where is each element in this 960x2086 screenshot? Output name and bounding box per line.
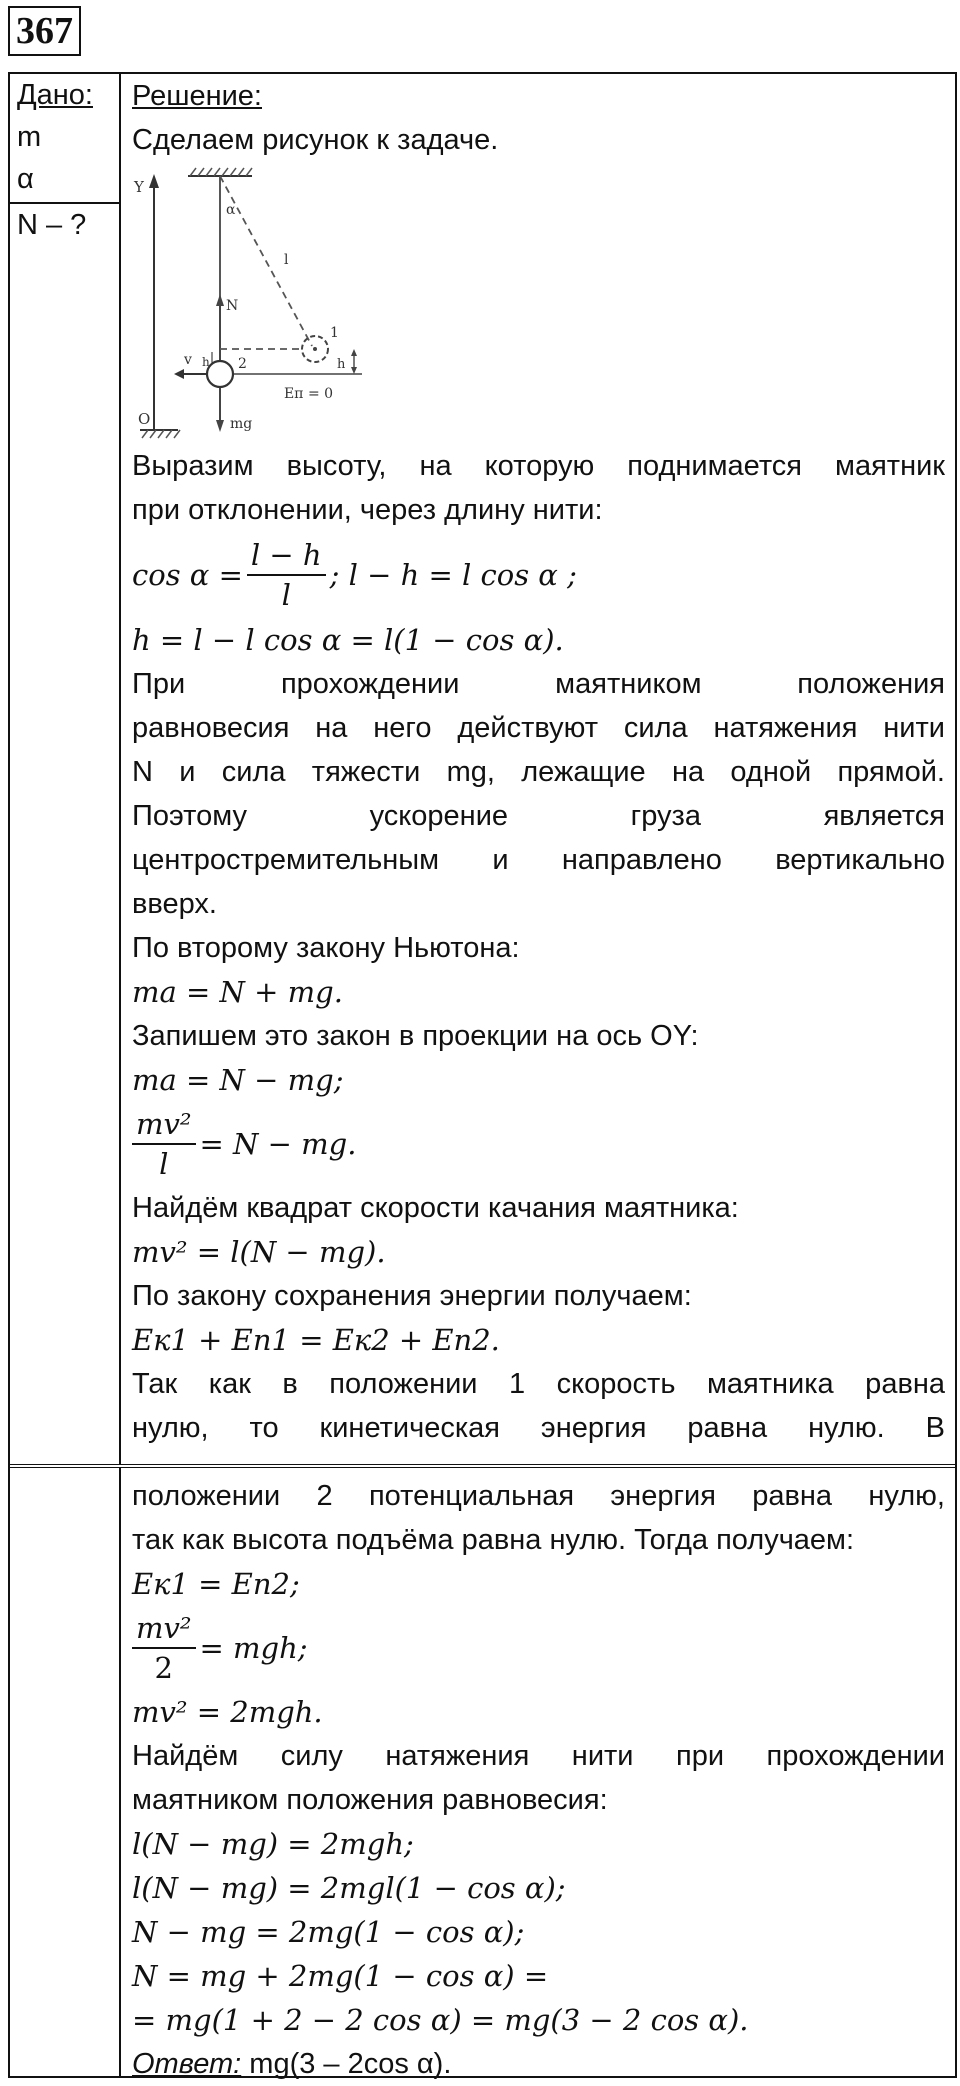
- alpha-label: α: [226, 202, 236, 218]
- text-forces-5: центростремительным и направлено вертикально: [132, 844, 945, 876]
- table-row-2: [10, 1468, 955, 2080]
- text-potential-1: положении 2 потенциальная энергия равна нулю,: [132, 1480, 945, 1512]
- given-item-alpha: α: [17, 163, 34, 195]
- eq1-fraction: [247, 536, 326, 614]
- height-label-left: h: [202, 355, 210, 369]
- solution-column-continued: [121, 1468, 955, 2080]
- pendulum-figure: [132, 162, 372, 444]
- tension-label: N: [226, 298, 239, 314]
- text-forces-6: вверх.: [132, 888, 217, 920]
- text-projection: Запишем это закон в проекции на ось OY:: [132, 1020, 699, 1052]
- equation-cos: [132, 532, 945, 618]
- velocity-label: v: [184, 352, 192, 368]
- text-tension-1: Найдём силу натяжения нити при прохождении: [132, 1740, 945, 1772]
- table-row-1: [10, 74, 955, 1468]
- eq9-fraction: [132, 1609, 196, 1687]
- eq9-rest: = mgh;: [199, 1631, 308, 1665]
- text-kinetic-2: нулю, то кинетическая энергия равна нулю. В: [132, 1412, 945, 1444]
- y-axis-label: Y: [134, 178, 144, 196]
- equation-mgh: [132, 1606, 945, 1690]
- text-forces-3: N и сила тяжести mg, лежащие на одной прямой.: [132, 756, 945, 788]
- text-forces-1: При прохождении маятником положения: [132, 668, 945, 700]
- solution-header: Решение:: [132, 80, 262, 112]
- equation-energy: Eк1 + Eп1 = Eк2 + Eп2.: [132, 1323, 500, 1357]
- text-potential-2: так как высота подъёма равна нулю. Тогда получаем:: [132, 1524, 855, 1556]
- equation-mv2: mv² = 2mgh.: [132, 1695, 323, 1729]
- given-header: Дано:: [17, 79, 93, 111]
- equation-step-1: l(N − mg) = 2mgh;: [132, 1827, 414, 1861]
- text-tension-2: маятником положения равновесия:: [132, 1784, 608, 1816]
- eq9-numerator: mv²: [132, 1609, 196, 1649]
- equation-projection: ma = N − mg;: [132, 1063, 344, 1097]
- origin-label: O: [138, 410, 151, 428]
- text-height-1: Выразим высоту, на которую поднимается маятник: [132, 450, 945, 482]
- solution-intro: Сделаем рисунок к задаче.: [132, 124, 499, 156]
- solution-table: [8, 72, 957, 2078]
- eq5-denominator: l: [159, 1147, 169, 1181]
- problem-number: 367: [8, 6, 81, 56]
- equation-step-2: l(N − mg) = 2mgl(1 − cos α);: [132, 1871, 566, 1905]
- eq1-numerator: l − h: [247, 536, 326, 576]
- equation-velocity: mv² = l(N − mg).: [132, 1235, 386, 1269]
- eq5-rest: = N − mg.: [199, 1127, 357, 1161]
- text-velocity: Найдём квадрат скорости качания маятника:: [132, 1192, 739, 1224]
- given-column: [10, 74, 121, 1464]
- height-label-right: h: [337, 357, 346, 372]
- equation-energy-equal: Eк1 = Eп2;: [132, 1567, 300, 1601]
- text-forces-4: Поэтому ускорение груза является: [132, 800, 945, 832]
- position-2-label: 2: [238, 356, 247, 372]
- equation-height: h = l − l cos α = l(1 − cos α).: [132, 623, 564, 657]
- equation-centripetal: [132, 1102, 945, 1186]
- eq5-fraction: [132, 1105, 196, 1183]
- equation-newton: ma = N + mg.: [132, 975, 343, 1009]
- position-1-label: 1: [330, 325, 339, 341]
- answer-line: [132, 2042, 945, 2086]
- gravity-label: mg: [230, 416, 253, 432]
- eq9-denominator: 2: [154, 1651, 173, 1685]
- eq1-rest: ; l − h = l cos α ;: [329, 558, 577, 592]
- eq1-lhs: cos α =: [132, 558, 243, 592]
- eq5-numerator: mv²: [132, 1105, 196, 1145]
- equation-step-3: N − mg = 2mg(1 − cos α);: [132, 1915, 525, 1949]
- given-item-m: m: [17, 121, 42, 153]
- text-kinetic-1: Так как в положении 1 скорость маятника равна: [132, 1368, 945, 1400]
- answer-value: mg(3 – 2cos α).: [241, 2048, 452, 2080]
- text-forces-2: равновесия на него действуют сила натяжения нити: [132, 712, 945, 744]
- given-column-empty: [10, 1468, 121, 2076]
- solution-column: [121, 74, 955, 1464]
- zero-potential-label: Eп = 0: [284, 386, 334, 402]
- text-height-2: при отклонении, через длину нити:: [132, 494, 603, 526]
- given-find: N – ?: [17, 209, 87, 241]
- text-energy: По закону сохранения энергии получаем:: [132, 1280, 692, 1312]
- answer-label: Ответ:: [132, 2048, 242, 2080]
- eq1-denominator: l: [281, 578, 291, 612]
- equation-step-4: N = mg + 2mg(1 − cos α) =: [132, 1959, 549, 1993]
- text-newton: По второму закону Ньютона:: [132, 932, 520, 964]
- length-label: l: [284, 252, 289, 268]
- equation-step-5: = mg(1 + 2 − 2 cos α) = mg(3 − 2 cos α).: [132, 2003, 749, 2037]
